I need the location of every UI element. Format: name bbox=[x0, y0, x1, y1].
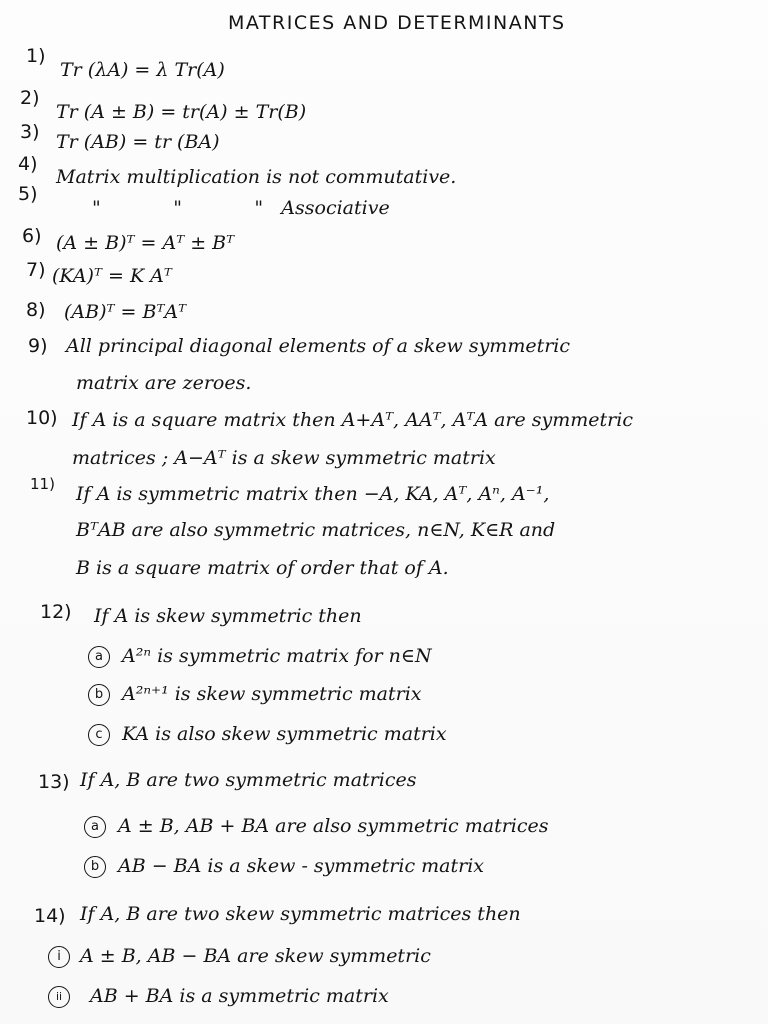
item-number: 3) bbox=[20, 121, 40, 143]
item-text: " " " Associative bbox=[92, 197, 390, 219]
item-number: 11) bbox=[30, 475, 55, 493]
item-number: 7) bbox=[26, 259, 46, 281]
item-number: 13) bbox=[38, 771, 70, 793]
item-text-line: If A is symmetric matrix then −A, KA, Aᵀ, Aⁿ, A⁻¹, bbox=[76, 483, 550, 505]
item-text-line: All principal diagonal elements of a skew symmetric bbox=[66, 335, 571, 357]
sub-item-marker: a bbox=[84, 816, 106, 838]
item-text: If A, B are two skew symmetric matrices then bbox=[80, 903, 521, 925]
item-text: If A, B are two symmetric matrices bbox=[80, 769, 417, 791]
item-text: (AB)ᵀ = BᵀAᵀ bbox=[64, 301, 187, 323]
sub-item-text: A²ⁿ⁺¹ is skew symmetric matrix bbox=[122, 683, 422, 705]
item-number: 6) bbox=[22, 225, 42, 247]
sub-item-marker: b bbox=[84, 856, 106, 878]
item-text: (KA)ᵀ = K Aᵀ bbox=[52, 265, 172, 287]
item-number: 8) bbox=[26, 299, 46, 321]
sub-item-text: A ± B, AB − BA are skew symmetric bbox=[80, 945, 431, 967]
item-number: 2) bbox=[20, 87, 40, 109]
item-text: (A ± B)ᵀ = Aᵀ ± Bᵀ bbox=[56, 232, 235, 254]
sub-item-marker: ii bbox=[48, 986, 70, 1008]
sub-item-text: AB − BA is a skew - symmetric matrix bbox=[118, 855, 485, 877]
item-text: Tr (AB) = tr (BA) bbox=[56, 131, 220, 153]
item-text: Matrix multiplication is not commutative. bbox=[56, 166, 457, 188]
item-number: 10) bbox=[26, 407, 58, 429]
item-text-line: B is a square matrix of order that of A. bbox=[76, 557, 449, 579]
sub-item-marker: a bbox=[88, 646, 110, 668]
item-text-line: matrix are zeroes. bbox=[76, 372, 252, 394]
item-text-line: matrices ; A−Aᵀ is a skew symmetric matrix bbox=[72, 447, 496, 469]
item-text: Tr (A ± B) = tr(A) ± Tr(B) bbox=[56, 101, 307, 123]
item-number: 12) bbox=[40, 601, 72, 623]
item-number: 4) bbox=[18, 153, 38, 175]
sub-item-text: A²ⁿ is symmetric matrix for n∈N bbox=[122, 645, 432, 667]
item-number: 14) bbox=[34, 905, 66, 927]
item-text-line: BᵀAB are also symmetric matrices, n∈N, K∈R and bbox=[76, 519, 556, 541]
item-number: 1) bbox=[26, 45, 46, 67]
item-text: Tr (λA) = λ Tr(A) bbox=[60, 59, 225, 81]
item-text: If A is skew symmetric then bbox=[94, 605, 362, 627]
sub-item-text: AB + BA is a symmetric matrix bbox=[90, 985, 389, 1007]
sub-item-marker: c bbox=[88, 724, 110, 746]
item-number: 9) bbox=[28, 335, 48, 357]
sub-item-marker: i bbox=[48, 946, 70, 968]
sub-item-text: A ± B, AB + BA are also symmetric matrices bbox=[118, 815, 549, 837]
page-title: MATRICES AND DETERMINANTS bbox=[228, 12, 566, 34]
sub-item-marker: b bbox=[88, 684, 110, 706]
item-number: 5) bbox=[18, 183, 38, 205]
sub-item-text: KA is also skew symmetric matrix bbox=[122, 723, 447, 745]
item-text-line: If A is a square matrix then A+Aᵀ, AAᵀ, AᵀA are symmetric bbox=[72, 409, 633, 431]
